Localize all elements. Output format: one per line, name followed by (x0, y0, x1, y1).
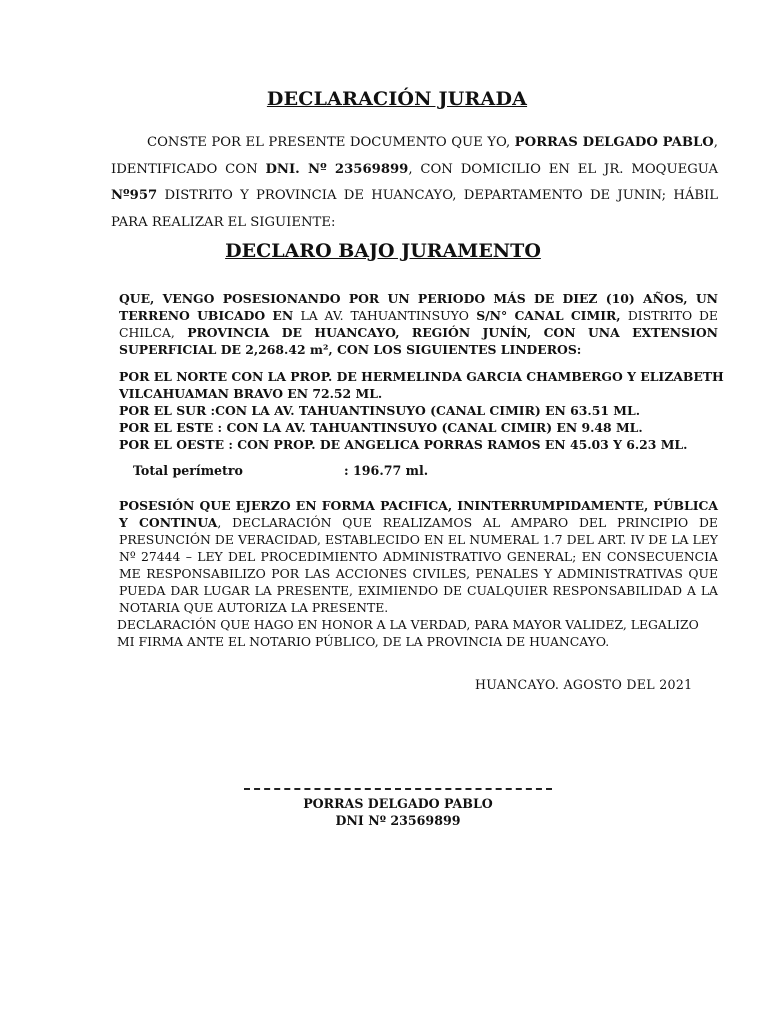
boundary-line: POR EL OESTE : CON PROP. DE ANGELICA PORRAS RAMOS EN 45.03 Y 6.23 ML. (119, 437, 688, 452)
declarant-name: PORRAS DELGADO PABLO (514, 135, 714, 150)
boundary-line: POR EL ESTE : CON LA AV. TAHUANTINSUYO (CANAL CIMIR) EN 9.48 ML. (119, 420, 643, 435)
signature-line (244, 788, 552, 790)
intro-text-4: DISTRITO Y PROVINCIA DE HUANCAYO, DEPARTAMENTO DE JUNIN; HÁBIL PARA REALIZAR EL SIGUIENTE: (111, 188, 718, 230)
document-title: DECLARACIÓN JURADA (266, 88, 528, 110)
address-number: Nº957 (111, 188, 158, 203)
perimeter-value: : 196.77 ml. (344, 463, 429, 478)
possession-paragraph (119, 497, 718, 616)
possession-text: , DECLARACIÓN QUE REALIZAMOS AL AMPARO DEL PRINCIPIO DE PRESUNCIÓN DE VERACIDAD, ESTABLECIDO EN EL NUMERAL 1.7 DEL ART. IV DE LA LEY Nº 27444 – LEY DEL PROCEDIMIENTO ADMINISTRATIVO GENERAL; EN CONSECUENCIA ME RESPONSABILIZO POR LAS ACCIONES CIVILES, PENALES Y ADMINISTRATIVAS QUE PUEDA DAR LUGAR LA PRESENTE, EXIMIENDO DE CUALQUIER RESPONSABILIDAD A LA NOTARIA QUE AUTORIZA LA PRESENTE. (119, 515, 718, 615)
property-canal: S/N° CANAL CIMIR, (476, 308, 621, 323)
possession-bold-text: POSESIÓN QUE EJERZO EN FORMA PACIFICA, ININTERRUMPIDAMENTE, PÚBLICA Y CONTINUA (119, 498, 718, 530)
perimeter-label: Total perímetro (133, 463, 243, 478)
signer-dni: DNI Nº 23569899 (335, 813, 461, 828)
boundary-line: POR EL NORTE CON LA PROP. DE HERMELINDA GARCIA CHAMBERGO Y ELIZABETH (119, 369, 724, 384)
intro-text-2: , IDENTIFICADO CON (111, 135, 718, 177)
intro-paragraph (111, 130, 718, 236)
property-text-2: PROVINCIA DE HUANCAYO, REGIÓN JUNÍN, CON UNA EXTENSION SUPERFICIAL DE 2,268.42 m², CON LOS SIGUIENTES LINDEROS: (119, 325, 718, 357)
boundary-line: VILCAHUAMAN BRAVO EN 72.52 ML. (119, 386, 383, 401)
declarant-dni: DNI. Nº 23569899 (265, 161, 409, 177)
declaration-subtitle: DECLARO BAJO JURAMENTO (225, 240, 541, 262)
boundaries-list (119, 368, 724, 453)
property-paragraph (119, 290, 718, 358)
place-date: HUANCAYO. AGOSTO DEL 2021 (475, 677, 693, 692)
legalization-line: DECLARACIÓN QUE HAGO EN HONOR A LA VERDAD, PARA MAYOR VALIDEZ, LEGALIZO (117, 617, 699, 632)
intro-text-1: CONSTE POR EL PRESENTE DOCUMENTO QUE YO, (147, 135, 511, 150)
property-avenue: LA AV. TAHUANTINSUYO (300, 308, 469, 323)
signature-block (243, 795, 553, 829)
property-district: DISTRITO DE CHILCA, (119, 308, 718, 340)
signer-name: PORRAS DELGADO PABLO (303, 796, 493, 811)
legalization-line: MI FIRMA ANTE EL NOTARIO PÚBLICO, DE LA PROVINCIA DE HUANCAYO. (117, 634, 610, 649)
intro-text-3: , CON DOMICILIO EN EL JR. MOQUEGUA (408, 161, 718, 177)
legalization-paragraph (117, 616, 716, 650)
property-text-1: QUE, VENGO POSESIONANDO POR UN PERIODO MÁS DE DIEZ (10) AÑOS, UN TERRENO UBICADO EN (119, 291, 718, 323)
boundary-line: POR EL SUR :CON LA AV. TAHUANTINSUYO (CANAL CIMIR) EN 63.51 ML. (119, 403, 641, 418)
